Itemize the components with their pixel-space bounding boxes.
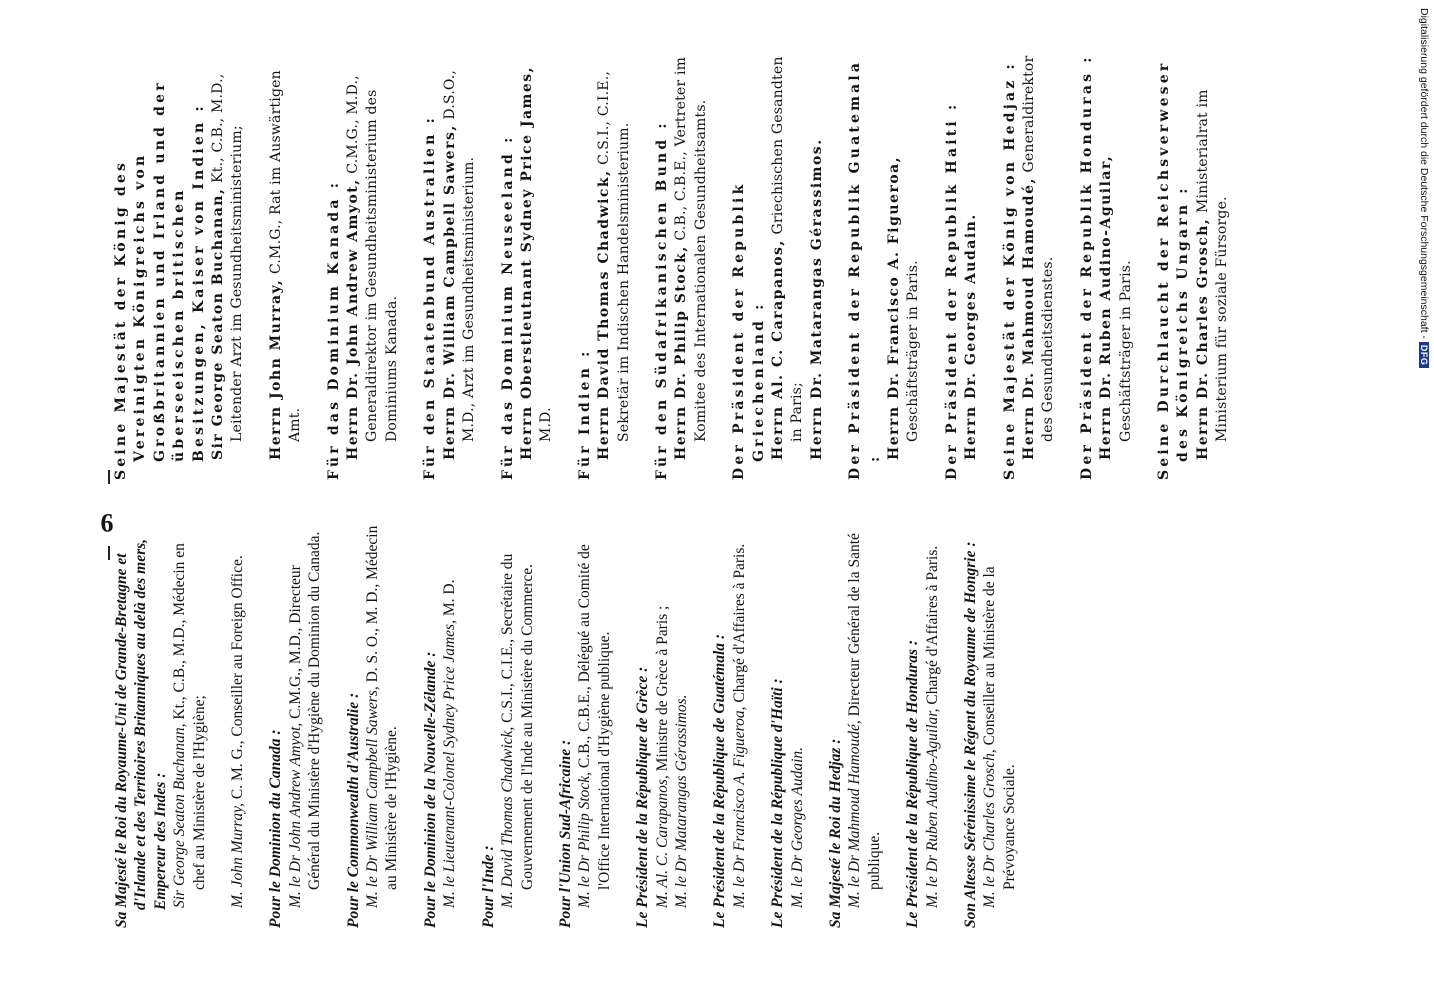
delegation-heading: Für den Südafrikanischen Bund : [653, 120, 670, 480]
credit-label: Digitalisierung gefördert durch die Deutsche Forschungsgemeinschaft - [1418, 8, 1430, 339]
delegate-title: Griechischen Gesandten in Paris; [769, 56, 806, 442]
delegation-heading: Sa Majesté le Roi du Hedjaz : [826, 738, 844, 928]
delegation-entry [344, 520, 402, 928]
delegate-line [885, 50, 924, 480]
delegate-line [441, 50, 480, 480]
delegate-title: Kt., C.B., M.D., Médecin en chef au Ministère de l'Hygiène; [171, 543, 208, 890]
delegation-heading: Für den Staatenbund Australien : [422, 115, 439, 480]
delegation-entry [112, 520, 247, 928]
delegate-name: M. le Dr Philip Stock, [576, 771, 594, 908]
delegation-heading: Pour le Dominion de la Nouvelle-Zélande : [421, 651, 439, 928]
delegation-entry [730, 50, 827, 480]
delegate-line [498, 520, 537, 928]
delegate-line [808, 50, 827, 480]
delegation-heading: Pour l'Inde : [479, 845, 497, 928]
delegate-name: M. le Dr Charles Grosch, [981, 749, 999, 908]
delegation-heading: Sa Majesté le Roi du Royaume-Uni de Grande-Bretagne et d'Irlande et des Territoires Britanniques au delà des mers, Empereur des Indes : [113, 538, 169, 928]
delegation-entry [961, 520, 1019, 928]
delegate-title: D. S. O., M. D., Médecin au Ministère de l'Hygiène. [364, 525, 401, 890]
delegation-entry [325, 50, 403, 480]
delegate-name: Herrn Dr. Charles Grosch, [1194, 217, 1211, 460]
delegate-name: M. David Thomas Chadwick, [499, 726, 517, 908]
delegate-name: M. le Dr Matarangas Gérassimos. [672, 694, 690, 908]
delegate-line [344, 50, 402, 480]
delegate-name: Herrn Dr. Philip Stock, [673, 245, 690, 460]
delegate-line [170, 520, 209, 928]
delegation-heading: Der Präsident der Republik Honduras : [1078, 54, 1095, 480]
delegation-entry [499, 50, 557, 480]
delegate-name: M. le Dr Francisco A. Figueroa, [730, 706, 748, 908]
delegate-line [1020, 50, 1059, 480]
delegate-title: Ministerialrat im Ministerium für soziale Fürsorge. [1194, 89, 1231, 442]
delegate-name: M. le Dr John Andrew Amyot, [286, 722, 304, 908]
delegate-title: Chargé d'Affaires à Paris. [730, 543, 748, 703]
delegate-name: M. le Dr Georges Audain. [788, 746, 806, 908]
delegation-heading: Le Président de la République d'Haïti : [769, 678, 787, 928]
delegate-title: C.S.I., C.I.E., Sekretär im Indischen Handelsministerium. [596, 70, 632, 442]
delegation-entry [1001, 50, 1059, 480]
delegate-line [209, 50, 248, 480]
delegation-heading: Pour l'Union Sud-Africaine : [556, 739, 574, 928]
page-number: 6 [100, 508, 114, 538]
delegation-entry [479, 520, 537, 928]
delegate-name: Herrn Dr. Mahmoud Hamoudé, [1021, 177, 1038, 460]
delegate-title: C.M.G., Rat im Auswärtigen Amt. [267, 70, 304, 442]
delegation-heading: Der Präsident der Republik Guatemala : [847, 59, 883, 480]
delegation-entry [768, 520, 807, 928]
delegation-entry [653, 50, 711, 480]
dfg-logo: DFG [1419, 342, 1429, 369]
delegation-entry [1155, 50, 1233, 480]
delegation-entry [576, 50, 634, 480]
delegate-line [440, 520, 459, 928]
delegate-line [267, 50, 306, 480]
delegation-heading: Für das Dominium Neuseeland : [499, 134, 516, 480]
delegate-line [228, 520, 247, 928]
delegate-name: Herrn Dr. Francisco A. Figueroa, [886, 155, 902, 460]
delegate-name: Herrn David Thomas Chadwick, [596, 169, 613, 460]
delegate-title: C.S.I., C.I.E., Secrétaire du Gouvernement de l'Inde au Ministère du Commerce. [499, 553, 536, 890]
delegate-line [845, 520, 884, 928]
delegate-line [788, 520, 807, 928]
delegate-line [769, 50, 808, 480]
delegate-line [518, 50, 557, 480]
delegate-title: Chargé d'Affaires à Paris. [923, 545, 941, 705]
delegate-title: C.B., C.B.E., Délégué au Comité de l'Office International d'Hygiène publique. [576, 544, 613, 890]
delegate-name: Herrn Dr. William Campbell Sawers, [441, 124, 458, 460]
delegation-entry [421, 50, 479, 480]
delegate-name: Herrn Dr. Georges Audain. [963, 213, 980, 460]
delegate-name: M. le Dr Mahmoud Hamoudé, [846, 720, 864, 908]
delegate-name: M. Al. C. Carapanos, [653, 775, 671, 908]
delegation-heading: Der Präsident der Republik Griechenland : [731, 181, 767, 480]
delegate-name: M. le Lieutenant-Colonel Sydney Price James, [441, 620, 459, 908]
delegation-entry [556, 520, 614, 928]
delegate-line [923, 520, 942, 928]
delegate-title: D.S.O., M.D., Arzt im Gesundheitsministerium. [441, 69, 478, 442]
delegation-heading: Für Indien : [576, 348, 593, 480]
french-column [112, 520, 1038, 928]
german-column [112, 50, 1252, 480]
delegation-heading: Seine Durchlaucht der Reichsverweser des Königreichs Ungarn : [1156, 60, 1192, 480]
page-number-dash-right [108, 470, 110, 484]
delegate-title: Generaldirektor des Gesundheitsdienstes. [1021, 55, 1057, 442]
delegate-title: C.B., C.B.E., Vertreter im Komitee des Internationalen Gesundheitsamts. [673, 56, 709, 442]
delegate-line [962, 50, 981, 480]
delegation-entry [421, 520, 460, 928]
digitization-credit [1418, 8, 1432, 428]
delegation-heading: Son Altesse Sérénissime le Régent du Royaume de Hongrie : [962, 541, 979, 928]
delegate-name: Herrn Dr. Matarangas Gérassimos. [808, 138, 825, 460]
delegation-heading: Für das Dominium Kanada : [325, 179, 342, 480]
delegation-entry [1078, 50, 1136, 480]
delegate-title: M. D. [441, 579, 459, 617]
delegate-line [653, 520, 672, 928]
delegate-line [595, 50, 634, 480]
delegate-name: M. le Dr Ruben Audino-Aguilar, [923, 708, 941, 908]
delegation-heading: Le Président de la République de Honduras : [904, 639, 922, 928]
delegate-line [286, 520, 325, 928]
delegate-name: Herrn Al. C. Carapanos, [769, 239, 786, 460]
delegate-line [672, 50, 711, 480]
delegate-name: M. John Murray, [229, 802, 247, 908]
delegate-title: M.D. [538, 407, 555, 442]
delegation-entry [266, 520, 324, 928]
delegation-heading: Pour le Dominion du Canada : [267, 729, 285, 928]
delegation-entry [633, 520, 691, 928]
delegate-name: Sir George Seaton Buchanan, [171, 723, 189, 908]
delegate-line [672, 520, 691, 928]
delegate-title: Kt., C.B., M.D., Leitender Arzt im Gesundheitsministerium; [210, 73, 246, 442]
page-number-dash-left [108, 546, 110, 560]
delegate-title: C. M. G., Conseiller au Foreign Office. [229, 555, 247, 800]
delegate-name: Herrn Dr. Ruben Audino-Aguilar, [1098, 154, 1115, 460]
delegation-entry [846, 50, 924, 480]
delegate-title: Directeur Général de la Santé publique. [846, 533, 883, 890]
delegation-entry [710, 520, 749, 928]
delegate-name: Sir George Seaton Buchanan, [210, 187, 227, 460]
delegation-heading: Le Président de la République de Grèce : [634, 666, 652, 928]
delegate-title: Geschäftsträger in Paris. [905, 260, 922, 442]
delegate-line [1194, 50, 1233, 480]
delegation-entry [903, 520, 942, 928]
delegate-name: Herrn Dr. John Andrew Amyot, [345, 178, 362, 460]
delegate-title: C.M.G., M.D., Directeur Général du Ministère d'Hygiène du Dominion du Canada. [286, 531, 324, 890]
delegation-entry [943, 50, 982, 480]
delegate-title: Geschäftsträger in Paris. [1117, 260, 1134, 442]
delegate-line [575, 520, 614, 928]
delegation-entry [112, 50, 306, 480]
delegation-entry [826, 520, 884, 928]
delegate-line [363, 520, 402, 928]
delegate-name: Herrn Oberstleutnant Sydney Price James, [518, 65, 535, 460]
delegation-heading: Pour le Commonwealth d'Australie : [344, 692, 362, 928]
delegate-line [980, 520, 1019, 928]
delegate-name: Herrn John Murray, [267, 278, 284, 460]
delegation-heading: Seine Majestät der König von Hedjaz : [1001, 61, 1018, 480]
delegate-line [1097, 50, 1136, 480]
delegation-heading: Der Präsident der Republik Haiti : [943, 101, 960, 480]
delegate-title: C.M.G., M.D., Generaldirektor im Gesundheitsministerium des Dominiums Kanada. [345, 75, 400, 442]
delegate-line [730, 520, 749, 928]
delegation-heading: Le Président de la République de Guatémala : [711, 633, 729, 928]
credit-text [1418, 8, 1430, 368]
delegate-title: Conseiller au Ministère de la Prévoyance Sociale. [981, 566, 1018, 890]
delegate-name: M. le Dr William Campbell Sawers, [364, 686, 382, 908]
delegation-heading: Seine Majestät der König des Vereinigten Königreichs von Großbritannien und Irland und der überseeischen britischen Besitzungen, Kaiser von Indien : [113, 80, 207, 480]
delegate-title: Ministre de Grèce à Paris ; [653, 605, 671, 772]
